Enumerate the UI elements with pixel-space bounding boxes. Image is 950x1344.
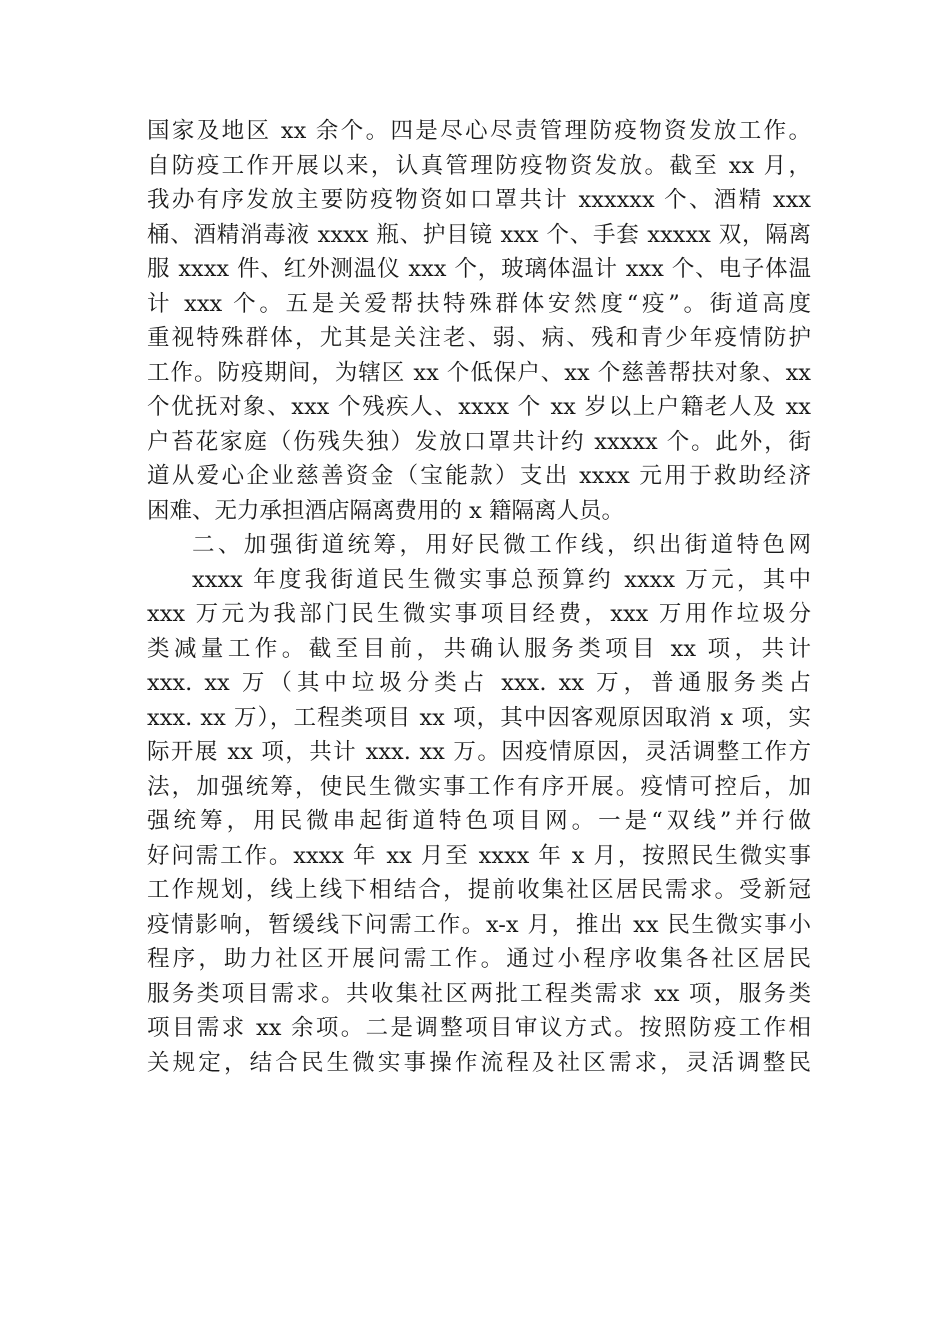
text-line: 服务类项目需求。共收集社区两批工程类需求 xx 项，服务类 <box>147 980 811 1007</box>
text-line: 桶、酒精消毒液 xxxx 瓶、护目镜 xxx 个、手套 xxxxx 双，隔离 <box>147 221 811 248</box>
text-line: 工作规划，线上线下相结合，提前收集社区居民需求。受新冠 <box>147 877 811 903</box>
text-line: 户苔花家庭（伤残失独）发放口罩共计约 xxxxx 个。此外，街 <box>147 428 811 455</box>
section-heading: 二、加强街道统筹，用好民微工作线，织出街道特色网 <box>192 532 811 558</box>
text-line: 工作。防疫期间，为辖区 xx 个低保户、xx 个慈善帮扶对象、xx <box>147 359 811 386</box>
text-line: 项目需求 xx 余项。二是调整项目审议方式。按照防疫工作相 <box>147 1015 811 1041</box>
text-line: xxx. xx 万（其中垃圾分类占 xxx. xx 万，普通服务类占 <box>147 670 811 696</box>
text-line: 疫情影响，暂缓线下问需工作。x-x 月，推出 xx 民生微实事小 <box>147 911 811 938</box>
text-line: 好问需工作。xxxx 年 xx 月至 xxxx 年 x 月，按照民生微实事 <box>147 842 811 869</box>
text-line: 法，加强统筹，使民生微实事工作有序开展。疫情可控后，加 <box>147 773 811 800</box>
text-line: xxxx 年度我街道民生微实事总预算约 xxxx 万元，其中 <box>192 566 811 593</box>
text-line: 困难、无力承担酒店隔离费用的 x 籍隔离人员。 <box>147 497 624 524</box>
text-line: xxx. xx 万），工程类项目 xx 项，其中因客观原因取消 x 项，实 <box>147 704 811 731</box>
body-text <box>147 114 811 1080</box>
text-line: 类减量工作。截至目前，共确认服务类项目 xx 项，共计 <box>147 635 811 662</box>
text-line: 程序，助力社区开展问需工作。通过小程序收集各社区居民 <box>147 946 811 972</box>
text-line: 强统筹，用民微串起街道特色项目网。一是“双线”并行做 <box>147 808 811 834</box>
text-line: 自防疫工作开展以来，认真管理防疫物资发放。截至 xx 月， <box>147 152 811 179</box>
text-line: 国家及地区 xx 余个。四是尽心尽责管理防疫物资发放工作。 <box>147 118 811 144</box>
text-line: 重视特殊群体，尤其是关注老、弱、病、残和青少年疫情防护 <box>147 325 811 351</box>
text-line: 我办有序发放主要防疫物资如口罩共计 xxxxxx 个、酒精 xxx <box>147 187 811 213</box>
text-line: xxx 万元为我部门民生微实事项目经费，xxx 万用作垃圾分 <box>147 601 811 627</box>
text-line: 服 xxxx 件、红外测温仪 xxx 个，玻璃体温计 xxx 个、电子体温 <box>147 256 811 282</box>
text-line: 关规定，结合民生微实事操作流程及社区需求，灵活调整民 <box>147 1049 811 1076</box>
text-line: 个优抚对象、xxx 个残疾人、xxxx 个 xx 岁以上户籍老人及 xx <box>147 394 811 420</box>
text-line: 道从爱心企业慈善资金（宝能款）支出 xxxx 元用于救助经济 <box>147 463 811 489</box>
text-line: 际开展 xx 项，共计 xxx. xx 万。因疫情原因，灵活调整工作方 <box>147 739 811 765</box>
text-line: 计 xxx 个。五是关爱帮扶特殊群体安然度“疫”。街道高度 <box>147 290 811 317</box>
